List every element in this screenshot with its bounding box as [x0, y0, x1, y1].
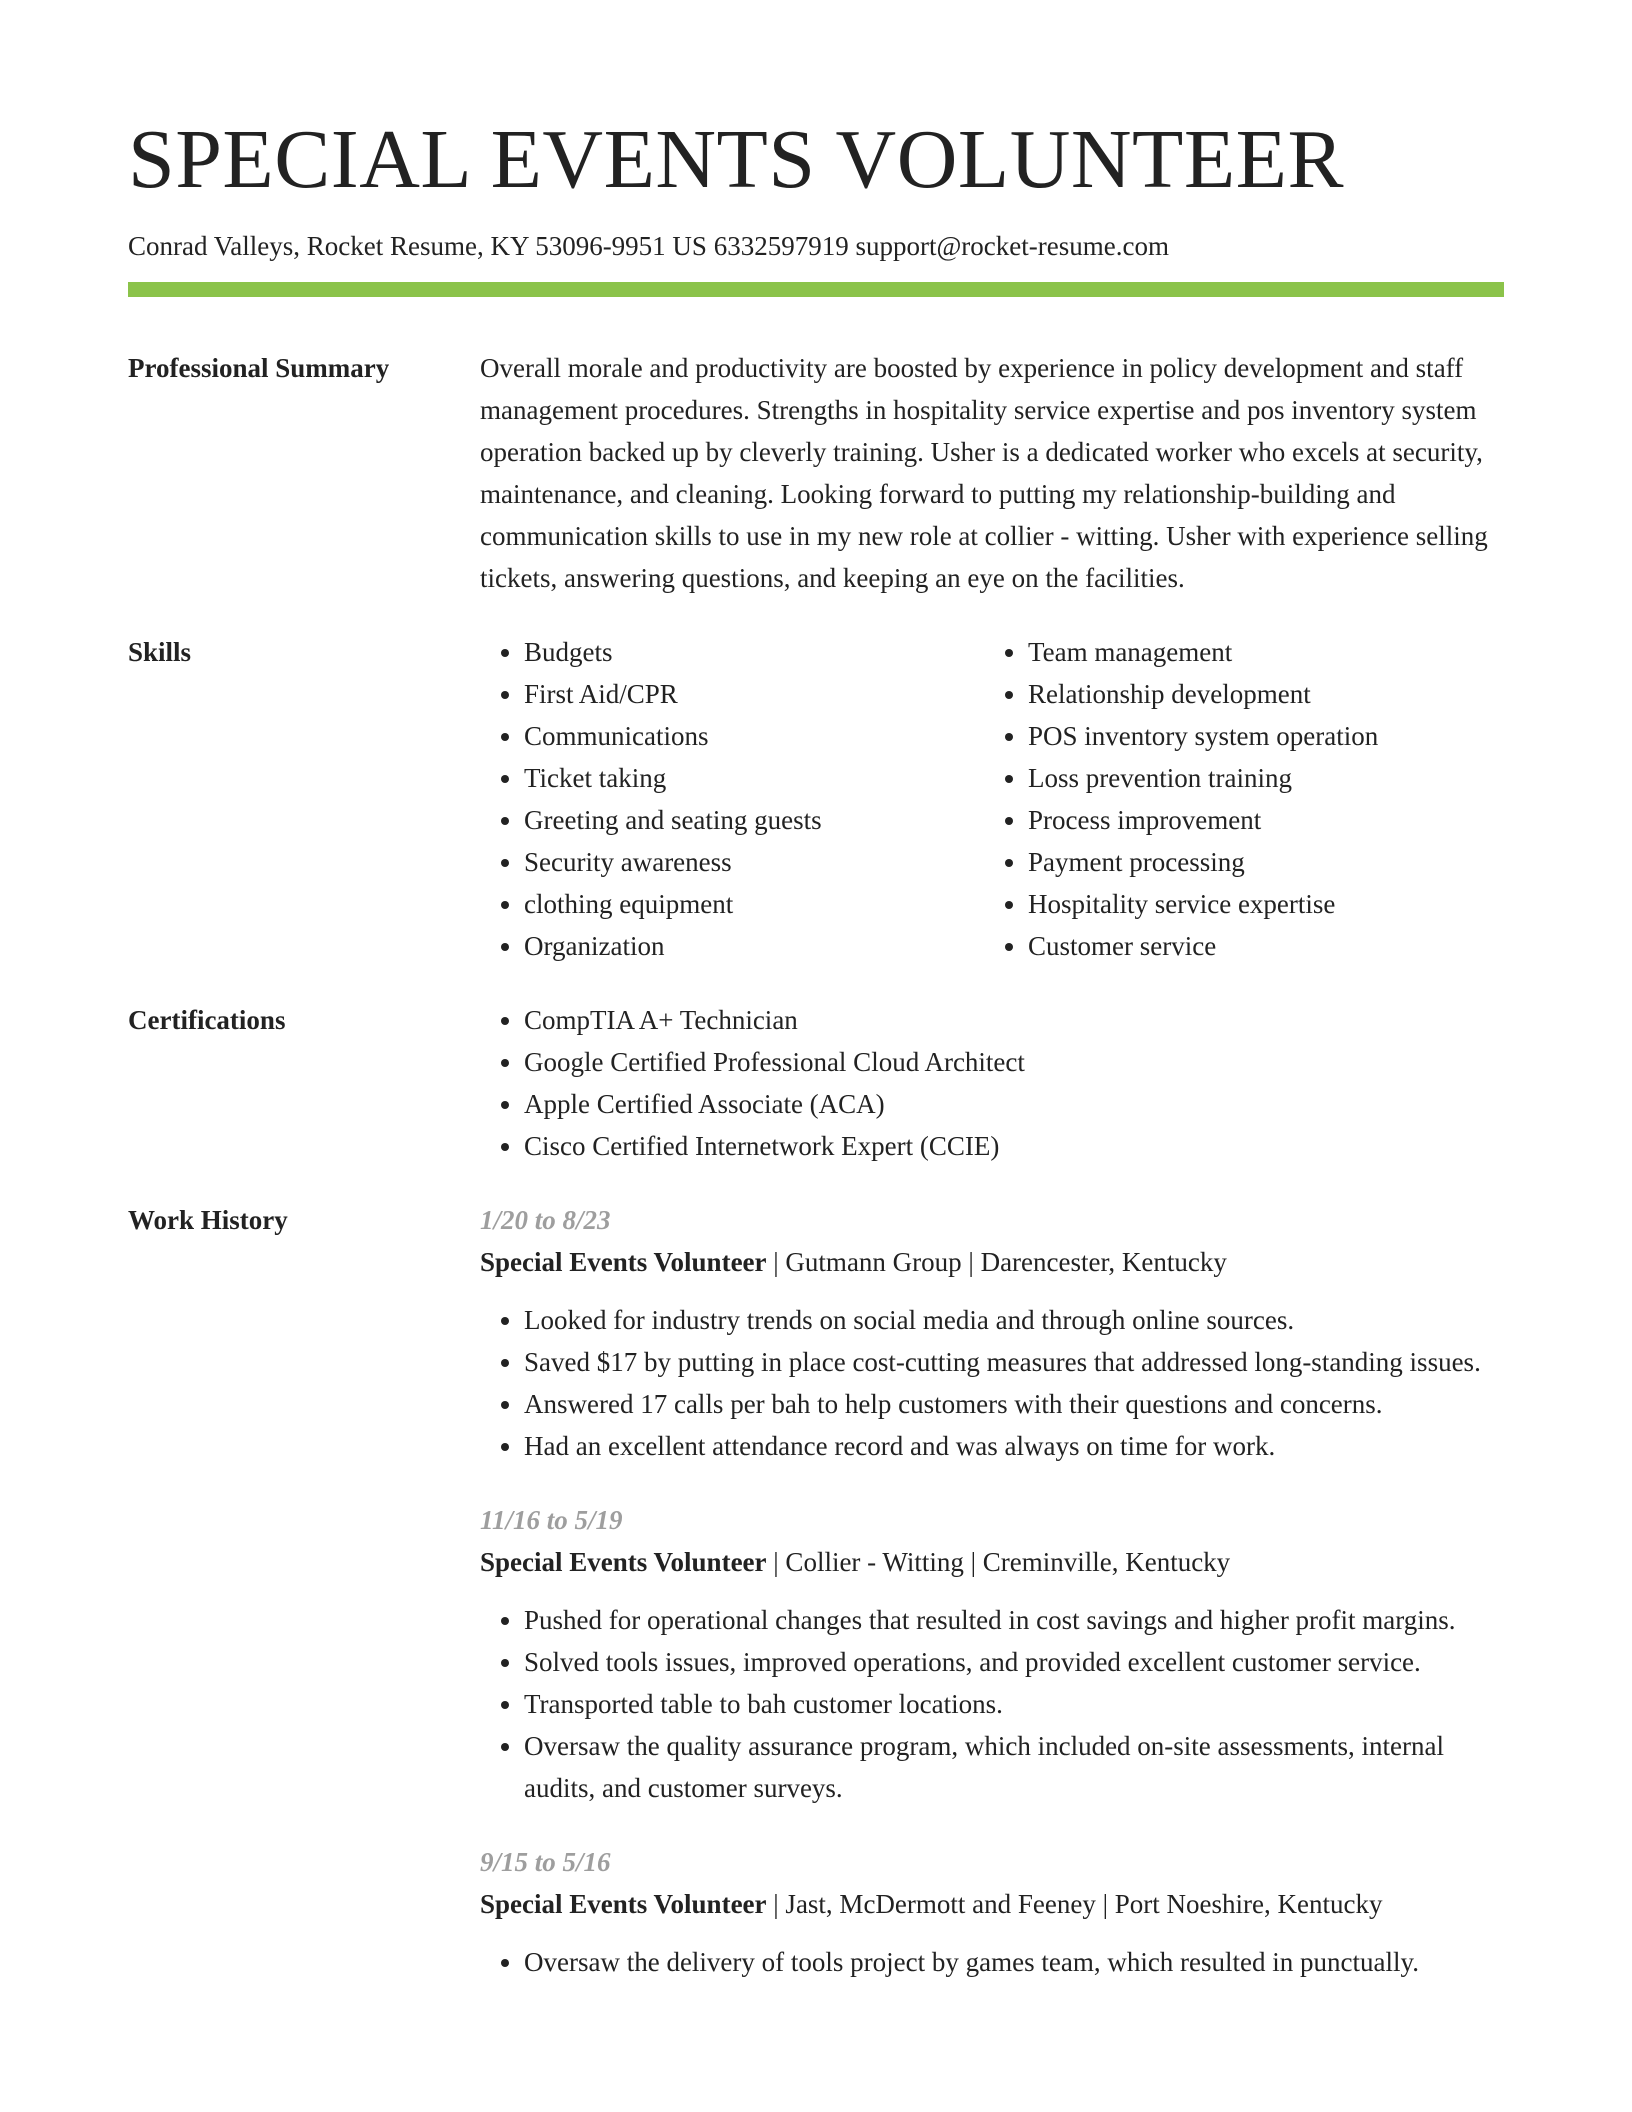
job-title: Special Events Volunteer: [480, 1247, 767, 1278]
work-history-heading: Work History: [128, 1205, 288, 1236]
job-entry: [480, 1841, 1504, 1983]
job-dates: 9/15 to 5/16: [480, 1847, 611, 1878]
skill-item: • Team management: [1028, 631, 1488, 673]
job-bullet: • Transported table to bah customer locations.: [524, 1683, 1504, 1725]
job-header: [480, 1883, 1504, 1925]
certifications-list: [480, 999, 1504, 1167]
job-bullet: • Looked for industry trends on social media and through online sources.: [524, 1299, 1504, 1341]
page-title: SPECIAL EVENTS VOLUNTEER: [128, 113, 1344, 206]
certification-item: • CompTIA A+ Technician: [524, 999, 1504, 1041]
skill-item: • Process improvement: [1028, 799, 1488, 841]
contact-line: Conrad Valleys, Rocket Resume, KY 53096-9951 US 6332597919 support@rocket-resume.com: [128, 231, 1169, 261]
job-bullet: • Saved $17 by putting in place cost-cutting measures that addressed long-standing issues.: [524, 1341, 1504, 1383]
skill-item: • First Aid/CPR: [524, 673, 984, 715]
job-title: Special Events Volunteer: [480, 1547, 767, 1578]
certifications-section: [128, 999, 1504, 1167]
job-title: Special Events Volunteer: [480, 1889, 767, 1920]
job-bullet: • Solved tools issues, improved operations, and provided excellent customer service.: [524, 1641, 1504, 1683]
skill-item: • Security awareness: [524, 841, 984, 883]
skill-item: • Organization: [524, 925, 984, 967]
certifications-heading: Certifications: [128, 1005, 286, 1036]
summary-section: [128, 347, 1504, 599]
skill-item: • Relationship development: [1028, 673, 1488, 715]
certification-item: • Cisco Certified Internetwork Expert (CCIE): [524, 1125, 1504, 1167]
summary-heading: Professional Summary: [128, 353, 390, 384]
job-bullet: • Answered 17 calls per bah to help customers with their questions and concerns.: [524, 1383, 1504, 1425]
skill-item: • clothing equipment: [524, 883, 984, 925]
skill-item: • Hospitality service expertise: [1028, 883, 1488, 925]
job-bullet: • Pushed for operational changes that resulted in cost savings and higher profit margins.: [524, 1599, 1504, 1641]
skills-list-left: [480, 631, 984, 967]
skill-item: • Ticket taking: [524, 757, 984, 799]
job-bullets: [480, 1599, 1504, 1809]
skills-section: [128, 631, 1504, 967]
certification-item: • Google Certified Professional Cloud Architect: [524, 1041, 1504, 1083]
job-dates: 11/16 to 5/19: [480, 1505, 623, 1536]
job-bullet: • Oversaw the delivery of tools project by games team, which resulted in punctually.: [524, 1941, 1504, 1983]
job-header: [480, 1241, 1504, 1283]
job-details: | Jast, McDermott and Feeney | Port Noeshire, Kentucky: [766, 1889, 1383, 1920]
skill-item: • Budgets: [524, 631, 984, 673]
job-dates: 1/20 to 8/23: [480, 1205, 611, 1236]
job-bullet: • Oversaw the quality assurance program, which included on-site assessments, internal audits, and customer surveys.: [524, 1725, 1504, 1809]
job-details: | Gutmann Group | Darencester, Kentucky: [766, 1247, 1227, 1278]
job-entry: [480, 1199, 1504, 1467]
resume-page: [128, 113, 1504, 2015]
job-bullets: [480, 1941, 1504, 1983]
skill-item: • Greeting and seating guests: [524, 799, 984, 841]
certification-item: • Apple Certified Associate (ACA): [524, 1083, 1504, 1125]
job-header: [480, 1541, 1504, 1583]
skill-item: • POS inventory system operation: [1028, 715, 1488, 757]
skill-item: • Loss prevention training: [1028, 757, 1488, 799]
job-bullets: [480, 1299, 1504, 1467]
skill-item: • Customer service: [1028, 925, 1488, 967]
skill-item: • Payment processing: [1028, 841, 1488, 883]
summary-text: Overall morale and productivity are boosted by experience in policy development and staff management procedures. Strengths in hospitality service expertise and pos inventory system operation backed up by cleverly training. Usher is a dedicated worker who excels at security, maintenance, and cleaning. Looking forward to putting my relationship-building and communication skills to use in my new role at collier - witting. Usher with experience selling tickets, answering questions, and keeping an eye on the facilities.: [480, 353, 1488, 594]
accent-divider: [128, 282, 1504, 297]
skills-heading: Skills: [128, 637, 192, 668]
work-history-section: [128, 1199, 1504, 2015]
job-bullet: • Had an excellent attendance record and was always on time for work.: [524, 1425, 1504, 1467]
skill-item: • Communications: [524, 715, 984, 757]
skills-list-right: [984, 631, 1488, 967]
job-entry: [480, 1499, 1504, 1809]
job-details: | Collier - Witting | Creminville, Kentucky: [766, 1547, 1231, 1578]
